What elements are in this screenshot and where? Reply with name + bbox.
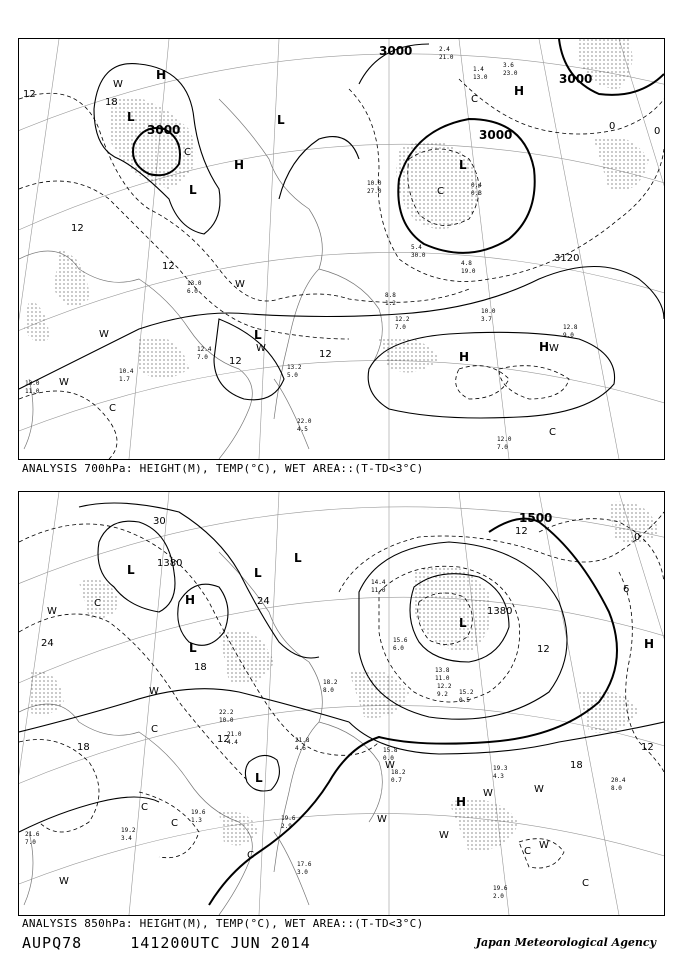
obs-dewpoint-depression: 4.5 [297, 426, 308, 433]
agency-name: Japan Meteorological Agency [475, 936, 656, 949]
cold-marker: C [109, 403, 116, 414]
obs-dewpoint-depression: 7.0 [197, 354, 208, 361]
obs-temp: 22.2 [219, 709, 234, 716]
obs-dewpoint-depression: 2.0 [493, 893, 504, 900]
obs-temp: 18.2 [323, 679, 338, 686]
contour-labels-700 [147, 44, 592, 264]
caption-700hpa: ANALYSIS 700hPa: HEIGHT(M), TEMP(°C), WET AREA::(T-TD<3°C) [22, 462, 424, 475]
cold-marker: C [94, 598, 101, 609]
obs-dewpoint-depression: 0.0 [383, 755, 394, 762]
contour-label: 3000 [379, 44, 413, 58]
obs-dewpoint-depression: 1.2 [385, 300, 396, 307]
contour-label: 3000 [147, 123, 181, 137]
obs-temp: 20.4 [611, 777, 626, 784]
isotherm-label: 12 [229, 356, 242, 367]
obs-temp: 13.0 [25, 380, 40, 387]
low-center: L [189, 183, 197, 197]
obs-temp: 21.0 [227, 731, 242, 738]
obs-temp: 1.4 [473, 66, 484, 73]
cold-marker: C [171, 818, 178, 829]
obs-temp: 4.8 [461, 260, 472, 267]
low-center: L [459, 158, 467, 172]
obs-dewpoint-depression: 0.3 [471, 190, 482, 197]
isotherm-label: 18 [194, 662, 207, 673]
isotherm-label: 6 [623, 584, 630, 595]
graticule-850 [19, 492, 664, 915]
obs-dewpoint-depression: 4.6 [295, 745, 306, 752]
contour-labels-850 [157, 511, 552, 617]
obs-temp: 10.4 [119, 368, 134, 375]
obs-temp: 19.2 [121, 827, 136, 834]
caption-850hpa: ANALYSIS 850hPa: HEIGHT(M), TEMP(°C), WET AREA::(T-TD<3°C) [22, 917, 424, 930]
obs-temp: 12.4 [197, 346, 212, 353]
warm-marker: W [377, 814, 387, 825]
isotherm-label: 18 [77, 742, 90, 753]
warm-marker: W [99, 329, 109, 340]
isotherm-label: 24 [257, 596, 270, 607]
high-center: H [459, 350, 470, 364]
obs-temp: 19.6 [281, 815, 296, 822]
high-center: H [156, 68, 167, 82]
high-center: H [644, 637, 655, 651]
obs-temp: 19.6 [191, 809, 206, 816]
analysis-700hpa-map [18, 38, 665, 460]
cold-marker: C [471, 94, 478, 105]
warm-marker: W [47, 606, 57, 617]
wet-area-850 [29, 501, 659, 852]
low-center: L [254, 566, 262, 580]
cold-marker: C [437, 186, 444, 197]
low-center: L [294, 551, 302, 565]
isotherm-label: 24 [41, 638, 54, 649]
height-contours-850 [19, 503, 664, 905]
obs-dewpoint-depression: 19.0 [461, 268, 476, 275]
warm-marker: W [539, 840, 549, 851]
warm-marker: W [235, 279, 245, 290]
obs-temp: 15.8 [383, 747, 398, 754]
warm-marker: W [534, 784, 544, 795]
obs-dewpoint-depression: 21.0 [439, 54, 454, 61]
obs-dewpoint-depression: 4.3 [493, 773, 504, 780]
low-center: L [189, 641, 197, 655]
high-center: H [514, 84, 525, 98]
contour-label: 3000 [479, 128, 513, 142]
low-center: L [127, 110, 135, 124]
obs-temp: 15.6 [393, 637, 408, 644]
cold-marker: C [549, 427, 556, 438]
low-center: L [127, 563, 135, 577]
station-obs-850 [25, 579, 626, 900]
obs-temp: 13.0 [187, 280, 202, 287]
obs-dewpoint-depression: 1.7 [119, 376, 130, 383]
obs-dewpoint-depression: 11.0 [25, 388, 40, 395]
obs-dewpoint-depression: 1.3 [191, 817, 202, 824]
obs-dewpoint-depression: 4.4 [227, 739, 238, 746]
isotherm-label: 12 [537, 644, 550, 655]
obs-dewpoint-depression: 13.0 [473, 74, 488, 81]
product-code: AUPQ78 [22, 934, 83, 952]
obs-dewpoint-depression: 8.0 [611, 785, 622, 792]
warm-marker: W [149, 686, 159, 697]
cold-marker: C [151, 724, 158, 735]
warm-marker: W [59, 876, 69, 887]
obs-temp: 15.2 [459, 689, 474, 696]
warm-marker: W [385, 760, 395, 771]
obs-dewpoint-depression: 2.9 [281, 823, 292, 830]
obs-dewpoint-depression: 8.0 [323, 687, 334, 694]
obs-dewpoint-depression: 5.0 [287, 372, 298, 379]
obs-dewpoint-depression: 9.0 [563, 332, 574, 339]
obs-temp: 13.2 [287, 364, 302, 371]
isotherm-label: 0 [654, 126, 661, 137]
obs-temp: 10.0 [481, 308, 496, 315]
map-850-svg [19, 492, 664, 915]
obs-temp: 10.0 [367, 180, 382, 187]
obs-temp: 3.6 [503, 62, 514, 69]
obs-dewpoint-depression: 10.0 [219, 717, 234, 724]
cold-marker: C [247, 850, 254, 861]
isotherm-label: 18 [570, 760, 583, 771]
obs-dewpoint-depression: 7.0 [395, 324, 406, 331]
obs-dewpoint-depression: 9.2 [437, 691, 448, 698]
warm-marker: W [113, 79, 123, 90]
obs-temp: 17.6 [297, 861, 312, 868]
contour-label: 3000 [559, 72, 593, 86]
contour-label: 1380 [157, 558, 183, 569]
obs-temp: 13.8 [435, 667, 450, 674]
obs-dewpoint-depression: 7.0 [497, 444, 508, 451]
warm-marker: W [439, 830, 449, 841]
warm-marker: W [256, 343, 266, 354]
valid-time: 141200UTC JUN 2014 [130, 934, 311, 952]
obs-temp: 2.4 [439, 46, 450, 53]
cold-marker: C [524, 846, 531, 857]
coastline-850 [19, 552, 382, 915]
low-center: L [277, 113, 285, 127]
obs-temp: 19.6 [493, 885, 508, 892]
low-center: L [255, 771, 263, 785]
isotherm-label: 12 [641, 742, 654, 753]
obs-dewpoint-depression: 3.7 [481, 316, 492, 323]
isotherm-label: 12 [319, 349, 332, 360]
obs-dewpoint-depression: 27.0 [367, 188, 382, 195]
obs-dewpoint-depression: 0.5 [459, 697, 470, 704]
isotherm-label: 12 [217, 734, 230, 745]
temp-markers-850 [47, 598, 589, 889]
high-center: H [234, 158, 245, 172]
isotherm-label: 30 [153, 516, 166, 527]
obs-temp: 0.4 [471, 182, 482, 189]
obs-dewpoint-depression: 6.0 [393, 645, 404, 652]
cold-marker: C [184, 147, 191, 158]
isotherm-label: 12 [23, 89, 36, 100]
obs-dewpoint-depression: 3.4 [121, 835, 132, 842]
isotherm-label: 0 [609, 121, 616, 132]
isotherm-label: 0 [634, 532, 641, 543]
obs-dewpoint-depression: 3.0 [297, 869, 308, 876]
isotherm-label: 12 [71, 223, 84, 234]
low-center: L [459, 616, 467, 630]
wet-area-700 [24, 39, 649, 379]
obs-temp: 21.8 [295, 737, 310, 744]
obs-temp: 12.2 [437, 683, 452, 690]
obs-dewpoint-depression: 11.0 [371, 587, 386, 594]
obs-dewpoint-depression: 0.7 [391, 777, 402, 784]
isotherm-label: 18 [105, 97, 118, 108]
obs-temp: 12.8 [563, 324, 578, 331]
obs-dewpoint-depression: 30.0 [411, 252, 426, 259]
isotherm-label: 12 [515, 526, 528, 537]
obs-temp: 14.4 [371, 579, 386, 586]
obs-dewpoint-depression: 11.0 [435, 675, 450, 682]
high-center: H [539, 340, 550, 354]
obs-temp: 12.0 [497, 436, 512, 443]
contour-label: 3120 [554, 253, 580, 264]
high-center: H [185, 593, 196, 607]
map-700-svg [19, 39, 664, 459]
contour-label: 1500 [519, 511, 553, 525]
chart-footer [22, 934, 311, 952]
analysis-850hpa-map [18, 491, 665, 916]
cold-marker: C [582, 878, 589, 889]
obs-temp: 8.8 [385, 292, 396, 299]
contour-label: 1380 [487, 606, 513, 617]
warm-marker: W [483, 788, 493, 799]
warm-marker: W [549, 343, 559, 354]
obs-temp: 19.3 [493, 765, 508, 772]
low-center: L [254, 328, 262, 342]
obs-temp: 5.4 [411, 244, 422, 251]
obs-dewpoint-depression: 23.0 [503, 70, 518, 77]
obs-dewpoint-depression: 6.0 [187, 288, 198, 295]
warm-marker: W [59, 377, 69, 388]
obs-dewpoint-depression: 7.0 [25, 839, 36, 846]
cold-marker: C [141, 802, 148, 813]
obs-temp: 12.2 [395, 316, 410, 323]
high-center: H [456, 795, 467, 809]
obs-temp: 18.2 [391, 769, 406, 776]
obs-temp: 21.6 [25, 831, 40, 838]
isotherm-label: 12 [162, 261, 175, 272]
obs-temp: 22.0 [297, 418, 312, 425]
